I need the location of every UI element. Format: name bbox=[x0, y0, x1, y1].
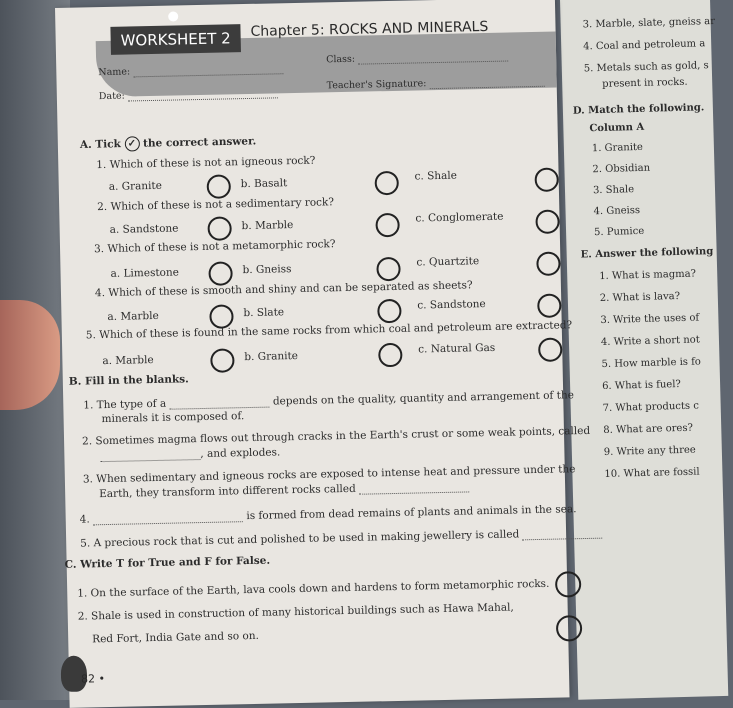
answer-circle[interactable] bbox=[209, 304, 233, 328]
option-label: c. Natural Gas bbox=[418, 341, 496, 356]
option-label: a. Granite bbox=[108, 179, 163, 193]
answer-circle[interactable] bbox=[534, 167, 558, 191]
answer-circle[interactable] bbox=[537, 293, 561, 317]
option-label: a. Sandstone bbox=[109, 222, 179, 236]
columnA-title: Column A bbox=[589, 121, 645, 135]
blank-line[interactable] bbox=[100, 449, 200, 462]
question-text: 1. Which of these is not an igneous rock? bbox=[96, 154, 316, 172]
question-text: 3. Which of these is not a metamorphic rock? bbox=[93, 238, 336, 256]
date-field[interactable] bbox=[99, 87, 278, 102]
option-label: a. Limestone bbox=[110, 266, 180, 280]
sectionE-item: 10. What are fossil bbox=[604, 466, 700, 480]
columnA-item: 4. Gneiss bbox=[593, 204, 641, 218]
sectionE-item: 5. How marble is fo bbox=[601, 356, 702, 371]
answer-circle[interactable] bbox=[377, 299, 401, 323]
sectionE-item: 9. Write any three bbox=[603, 444, 696, 459]
true-false-item: 2. Shale is used in construction of many historical buildings such as Hawa Mahal, bbox=[77, 601, 514, 623]
sectionE-item: 2. What is lava? bbox=[599, 290, 681, 305]
sectionA-title-pre: A. Tick bbox=[79, 138, 121, 152]
blank-text: 1. The type of a bbox=[83, 397, 167, 412]
class-label: Class: bbox=[326, 53, 356, 66]
sectionB-title: B. Fill in the blanks. bbox=[68, 373, 189, 388]
page-number: 82 • bbox=[80, 672, 106, 686]
question-text: 4. Which of these is smooth and shiny and can be separated as sheets? bbox=[94, 279, 473, 300]
sectionA-title-post: the correct answer. bbox=[142, 135, 257, 150]
blank-line[interactable] bbox=[359, 481, 469, 494]
worksheet-page bbox=[55, 0, 591, 708]
fill-blank-item bbox=[100, 446, 280, 462]
sectionE-item: 1. What is magma? bbox=[599, 268, 697, 283]
answer-circle[interactable] bbox=[376, 257, 400, 281]
option-label: c. Conglomerate bbox=[415, 210, 504, 225]
fill-blank-item: minerals it is composed of. bbox=[101, 410, 245, 426]
option-label: b. Gneiss bbox=[242, 263, 292, 277]
fill-blank-item bbox=[80, 527, 603, 550]
date-label: Date: bbox=[98, 90, 125, 103]
blank-line[interactable] bbox=[169, 397, 269, 410]
option-label: a. Marble bbox=[102, 354, 154, 368]
sectionD-title: D. Match the following. bbox=[572, 102, 705, 117]
blank-text: , and explodes. bbox=[200, 446, 281, 461]
page-number-text: 82 bbox=[80, 672, 96, 686]
right-top-item: 3. Marble, slate, gneiss ar bbox=[582, 15, 716, 31]
answer-circle[interactable] bbox=[210, 348, 234, 372]
blank-text: depends on the quality, quantity and arrangement of the bbox=[272, 389, 575, 408]
answer-circle[interactable] bbox=[207, 216, 231, 240]
option-label: c. Quartzite bbox=[416, 255, 480, 269]
true-false-item: Red Fort, India Gate and so on. bbox=[92, 629, 260, 646]
fill-blank-item bbox=[80, 503, 577, 525]
sectionE-title: E. Answer the following bbox=[580, 246, 714, 261]
true-false-item: 1. On the surface of the Earth, lava cools down and hardens to form metamorphic rocks. bbox=[77, 577, 550, 600]
blank-text: 5. A precious rock that is cut and polished to be used in making jewellery is called bbox=[80, 528, 520, 550]
option-label: b. Basalt bbox=[240, 177, 288, 191]
columnA-item: 2. Obsidian bbox=[592, 162, 651, 176]
name-label: Name: bbox=[98, 66, 131, 79]
sectionE-item: 7. What products c bbox=[602, 400, 699, 415]
columnA-item: 3. Shale bbox=[592, 184, 635, 197]
right-top-item: present in rocks. bbox=[602, 76, 688, 90]
right-top-item: 4. Coal and petroleum a bbox=[583, 38, 706, 53]
answer-circle[interactable] bbox=[536, 251, 560, 275]
chapter-title: Chapter 5: ROCKS AND MINERALS bbox=[250, 18, 489, 40]
fill-blank-item: 3. When sedimentary and igneous rocks are exposed to intense heat and pressure under the bbox=[82, 463, 576, 486]
decor-dot bbox=[168, 11, 178, 21]
option-label: c. Sandstone bbox=[417, 298, 486, 312]
option-label: c. Shale bbox=[414, 169, 458, 183]
blank-text: is formed from dead remains of plants and animals in the sea. bbox=[246, 503, 577, 523]
answer-circle[interactable] bbox=[375, 213, 399, 237]
answer-circle[interactable] bbox=[538, 337, 562, 361]
blank-text: 4. bbox=[79, 513, 90, 526]
sectionE-item: 4. Write a short not bbox=[600, 334, 700, 349]
answer-circle[interactable] bbox=[208, 261, 232, 285]
columnA-item: 5. Pumice bbox=[593, 225, 645, 239]
option-label: b. Granite bbox=[244, 349, 299, 364]
option-label: a. Marble bbox=[107, 309, 159, 323]
blank-text: Earth, they transform into different rocks called bbox=[99, 482, 356, 501]
sectionE-item: 6. What is fuel? bbox=[601, 378, 681, 393]
sectionE-item: 8. What are ores? bbox=[603, 422, 694, 437]
tick-icon: ✓ bbox=[124, 136, 139, 151]
option-label: b. Marble bbox=[241, 219, 294, 233]
answer-circle[interactable] bbox=[378, 343, 402, 367]
worksheet-label: WORKSHEET 2 bbox=[110, 24, 241, 55]
fill-blank-item bbox=[83, 389, 574, 411]
blank-line[interactable] bbox=[93, 511, 243, 525]
question-text: 5. Which of these is found in the same rocks from which coal and petroleum are extracted? bbox=[85, 319, 573, 342]
columnA-item: 1. Granite bbox=[591, 141, 644, 155]
right-top-item: 5. Metals such as gold, s bbox=[583, 60, 709, 75]
sectionA-title bbox=[80, 134, 257, 153]
teacher-label: Teacher's Signature: bbox=[326, 78, 427, 92]
answer-circle[interactable] bbox=[374, 171, 398, 195]
blank-line[interactable] bbox=[522, 528, 602, 541]
fill-blank-item: 2. Sometimes magma flows out through cracks in the Earth's crust or some weak points, called bbox=[81, 424, 591, 448]
option-label: b. Slate bbox=[243, 306, 285, 320]
question-text: 2. Which of these is not a sedimentary rock? bbox=[97, 196, 335, 214]
right-page bbox=[560, 0, 728, 700]
answer-circle[interactable] bbox=[207, 174, 231, 198]
answer-circle[interactable] bbox=[535, 209, 559, 233]
sectionE-item: 3. Write the uses of bbox=[600, 312, 700, 327]
sectionC-title: C. Write T for True and F for False. bbox=[64, 554, 271, 571]
